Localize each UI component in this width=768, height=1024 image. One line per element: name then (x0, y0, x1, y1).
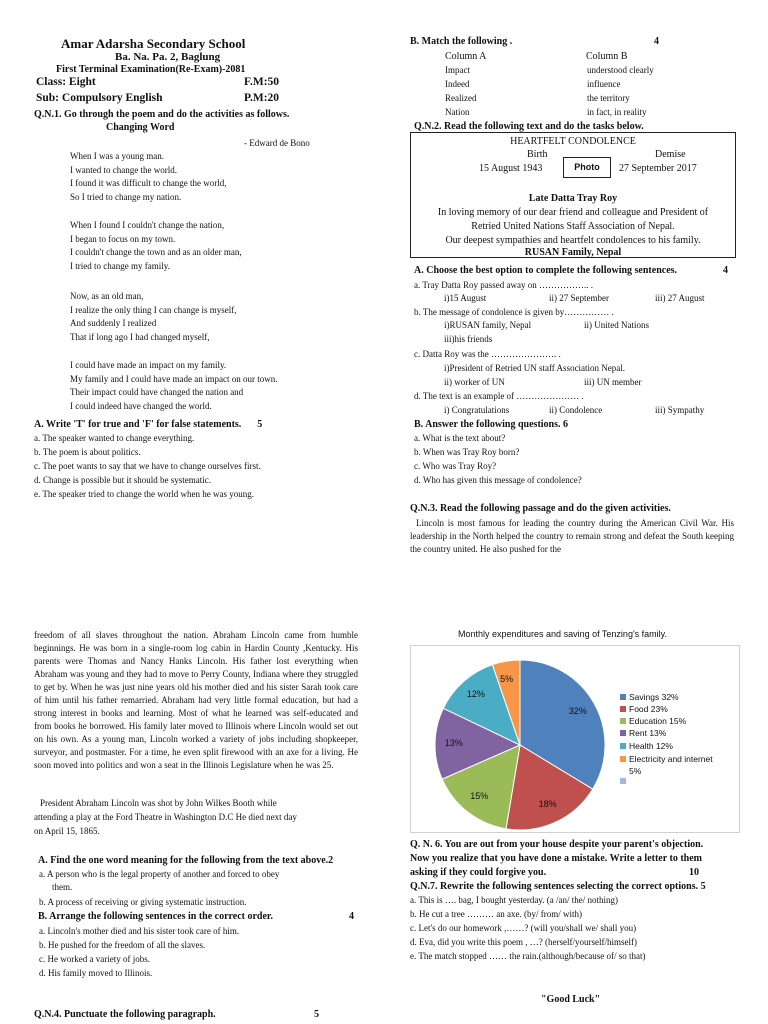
q3a-heading: A. Find the one word meaning for the following from the text above.2 (38, 855, 334, 866)
legend-entry (620, 766, 641, 776)
match-left-item: Realized (445, 93, 477, 103)
legend-label: Savings 32% (629, 692, 679, 702)
q3-instruction: Q.N.3. Read the following passage and do the given activities. (410, 503, 671, 514)
q2b-item: a. What is the text about? (414, 433, 506, 443)
match-right-item: influence (587, 79, 621, 89)
tf-item: c. The poet wants to say that we have to change ourselves first. (34, 461, 261, 471)
memory-line: In loving memory of our dear friend and colleague and President of (437, 207, 709, 218)
q2a-c-opt3: iii) UN member (584, 377, 642, 387)
poem-line: Now, as an old man, (70, 291, 144, 301)
pie-slice-label: 15% (470, 791, 489, 802)
q2a-d-opt3: iii) Sympathy (655, 405, 705, 415)
q2a-d-opt1: i) Congratulations (444, 405, 510, 415)
q7-item: e. The match stopped …… the rain.(although/because of/ so that) (410, 951, 646, 961)
school-address: Ba. Na. Pa. 2, Baglung (115, 51, 221, 63)
legend-entry (620, 716, 686, 726)
q3a-item-b: b. A process of receiving or giving systematic instruction. (39, 897, 247, 907)
memory-line: Our deepest sympathies and heartfelt condolences to his family. (445, 235, 701, 246)
q2a-a-opt3: iii) 27 August (655, 293, 705, 303)
match-right-item: the territory (587, 93, 630, 103)
q2b-item: b. When was Tray Roy born? (414, 447, 520, 457)
q2b-item: d. Who has given this message of condolence? (414, 475, 582, 485)
q2a-marks: 4 (723, 265, 728, 276)
poem-line: That if long ago I had changed myself, (70, 331, 210, 342)
legend-swatch (620, 706, 626, 712)
legend-entry (620, 776, 629, 786)
q3b-heading: B. Arrange the following sentences in the correct order. (38, 911, 273, 922)
q2a-item-d: d. The text is an example of ………………… . (414, 391, 584, 401)
pie-slice-label: 12% (466, 689, 485, 700)
q2a-item-a: a. Tray Datta Roy passed away on …………….. . (414, 280, 593, 290)
q3-passage-main: freedom of all slaves throughout the nation. Abraham Lincoln came from humble beginnings. He was born in a single-room log cabin in Hardin County ,Kentucky. His parents were Thomas and Nancy Hanks Lincoln. His father lost everything when Abraham was young and they had to move to Perry County, Indiana where they struggled to get by. When he was just nine years old his mother died and his sister Sarah took care of him until his father remarried. Abraham had very little formal education, but had a strong interest in books and learning. Most of what he learned was self-educated and from books he borrowed. His family later moved to Illinois where Lincoln would set out on his own. As a young man, Lincoln worked a variety of jobs including shopkeeper, surveyor, and postmaster. For a time, he even split firewood with an axe for a living. He soon moved into politics and won a seat in the Illinois Legislature when he was 25. (34, 630, 358, 770)
poem-title: Changing Word (106, 122, 175, 133)
q2a-b-opt3: iii)his friends (444, 334, 493, 344)
birth-label: Birth (527, 149, 548, 160)
class-label: Class: Eight (36, 76, 96, 88)
q7-item: c. Let's do our homework ,……? (will you/shall we/ shall you) (410, 923, 637, 933)
q3b-item: b. He pushed for the freedom of all the slaves. (39, 940, 206, 950)
tf-item: d. Change is possible but it should be systematic. (34, 475, 211, 485)
tf-item: e. The speaker tried to change the world when he was young. (34, 489, 255, 499)
legend-swatch (620, 718, 626, 724)
q2a-item-b: b. The message of condolence is given by…………… . (414, 307, 614, 317)
tf-item: b. The poem is about politics. (34, 447, 141, 457)
q2a-b-opt2: ii) United Nations (584, 320, 649, 330)
poem-line: I couldn't change the town and as an older man, (70, 247, 242, 257)
pass-marks: P.M:20 (244, 92, 280, 104)
q2a-item-c: c. Datta Roy was the …………………. . (414, 349, 561, 359)
q7-heading: Q.N.7. Rewrite the following sentences selecting the correct options. 5 (410, 881, 706, 892)
poem-line: When I found I couldn't change the nation, (70, 220, 225, 230)
q2a-a-opt2: ii) 27 September (549, 293, 609, 303)
q6-marks: 10 (689, 867, 699, 878)
pie-slice-label: 5% (500, 673, 514, 684)
q1-instruction: Q.N.1. Go through the poem and do the activities as follows. (34, 109, 290, 120)
deceased-name: Late Datta Tray Roy (528, 193, 618, 204)
q7-item: b. He cut a tree ……… an axe. (by/ from/ with) (410, 909, 582, 919)
poem-line: Their impact could have changed the nation and (70, 387, 244, 397)
match-left-item: Impact (445, 65, 470, 75)
poem-line: I began to focus on my town. (70, 233, 176, 244)
poem-line: I tried to change my family. (70, 260, 170, 271)
good-luck: "Good Luck" (541, 994, 601, 1005)
legend-label: Health 12% (629, 741, 673, 751)
q3b-item: c. He worked a variety of jobs. (39, 954, 150, 964)
legend-swatch (620, 694, 626, 700)
q3-passage-start: Lincoln is most famous for leading the country during the American Civil War. His leadership in the North helped the country to remain strong and defeat the South keeping the country united. He also pushed for the (410, 518, 734, 554)
memory-line: Retried United Nations Staff Association of Nepal. (471, 221, 675, 232)
legend-entry (620, 692, 679, 702)
q2a-d-opt2: ii) Condolence (549, 405, 603, 415)
q2b-heading: B. Answer the following questions. 6 (414, 419, 569, 430)
poem-line: I could have made an impact on my family. (70, 360, 227, 370)
poem-line: I could indeed have changed the world. (70, 400, 212, 411)
legend-label: Rent 13% (629, 728, 667, 738)
column-a-header: Column A (445, 51, 487, 62)
legend-label: 5% (629, 766, 642, 776)
q3b-marks: 4 (349, 911, 354, 922)
q7-item: a. This is …. bag, I bought yesterday. (a /an/ the/ nothing) (410, 895, 618, 905)
pie-slice-label: 32% (568, 706, 587, 717)
legend-entry (620, 741, 673, 751)
legend-entry (620, 728, 666, 738)
passage-line: attending a play at the Ford Theatre in Washington D.C He died next day (34, 812, 297, 822)
pie-slice-label: 18% (538, 799, 557, 810)
legend-swatch (620, 778, 626, 784)
passage-line: on April 15, 1865. (34, 826, 100, 836)
match-left-item: Nation (445, 107, 470, 117)
q6-line-2: Now you realize that you have done a mistake. Write a letter to them (410, 853, 702, 864)
exam-title: First Terminal Examination(Re-Exam)-2081 (56, 64, 246, 75)
legend-swatch (620, 730, 626, 736)
pie-slice-label: 13% (444, 737, 463, 748)
legend-entry (620, 704, 668, 714)
legend-swatch (620, 743, 626, 749)
chart-title: Monthly expenditures and saving of Tenzing's family. (458, 629, 667, 639)
q2a-heading: A. Choose the best option to complete the following sentences. (414, 265, 678, 276)
poem-line: So I tried to change my nation. (70, 191, 182, 202)
passage-line: President Abraham Lincoln was shot by John Wilkes Booth while (40, 798, 277, 808)
poem-line: I found it was difficult to change the world, (70, 178, 227, 188)
legend-label: Food 23% (629, 704, 668, 714)
legend-label: Electricity and internet (629, 754, 713, 764)
q6-line-3: asking if they could forgive you. (410, 867, 547, 878)
q2-instruction: Q.N.2. Read the following text and do the tasks below. (414, 121, 644, 132)
q3a-item-a-cont: them. (52, 882, 73, 892)
school-name: Amar Adarsha Secondary School (61, 36, 246, 51)
match-marks: 4 (654, 36, 659, 47)
q3b-item: a. Lincoln's mother died and his sister took care of him. (39, 926, 240, 936)
column-b-header: Column B (586, 51, 628, 62)
poem-line: My family and I could have made an impact on our town. (70, 373, 278, 384)
q7-item: d. Eva, did you write this poem , …? (herself/yourself/himself) (410, 937, 637, 947)
poem-line: I realize the only thing I can change is myself, (70, 304, 237, 315)
legend-swatch (620, 756, 626, 762)
q4-marks: 5 (314, 1009, 319, 1020)
tf-heading: A. Write 'T' for true and 'F' for false statements. 5 (34, 419, 263, 430)
legend-label: Education 15% (629, 716, 687, 726)
birth-date: 15 August 1943 (479, 163, 543, 174)
q4-heading: Q.N.4. Punctuate the following paragraph. (34, 1009, 216, 1020)
condolence-title: HEARTFELT CONDOLENCE (510, 136, 636, 147)
poem-line: And suddenly I realized (70, 318, 157, 328)
match-right-item: understood clearly (587, 65, 654, 75)
poem-line: When I was a young man. (70, 151, 164, 161)
photo-placeholder: Photo (563, 157, 611, 178)
q2a-b-opt1: i)RUSAN family, Nepal (444, 320, 532, 330)
tf-item: a. The speaker wanted to change everything. (34, 433, 195, 443)
q2a-c-opt1: i)President of Retried UN staff Association Nepal. (444, 363, 626, 373)
match-right-item: in fact, in reality (587, 107, 647, 117)
q3b-item: d. His family moved to Illinois. (39, 968, 153, 978)
q2a-c-opt2: ii) worker of UN (444, 377, 505, 387)
subject-label: Sub: Compulsory English (36, 92, 163, 104)
q3a-item-a: a. A person who is the legal property of another and forced to obey (39, 869, 280, 879)
q6-line-1: Q. N. 6. You are out from your house despite your parent's objection. (410, 839, 704, 850)
legend-entry (620, 754, 713, 764)
q2a-a-opt1: i)15 August (444, 293, 487, 303)
full-marks: F.M:50 (244, 76, 280, 88)
condolence-from: RUSAN Family, Nepal (524, 247, 622, 258)
poem-line: I wanted to change the world. (70, 164, 177, 175)
demise-date: 27 September 2017 (619, 163, 697, 174)
poem-author: - Edward de Bono (244, 138, 310, 148)
match-heading: B. Match the following . (410, 36, 513, 47)
match-left-item: Indeed (445, 79, 470, 89)
q2b-item: c. Who was Tray Roy? (414, 461, 497, 471)
demise-label: Demise (655, 149, 686, 160)
